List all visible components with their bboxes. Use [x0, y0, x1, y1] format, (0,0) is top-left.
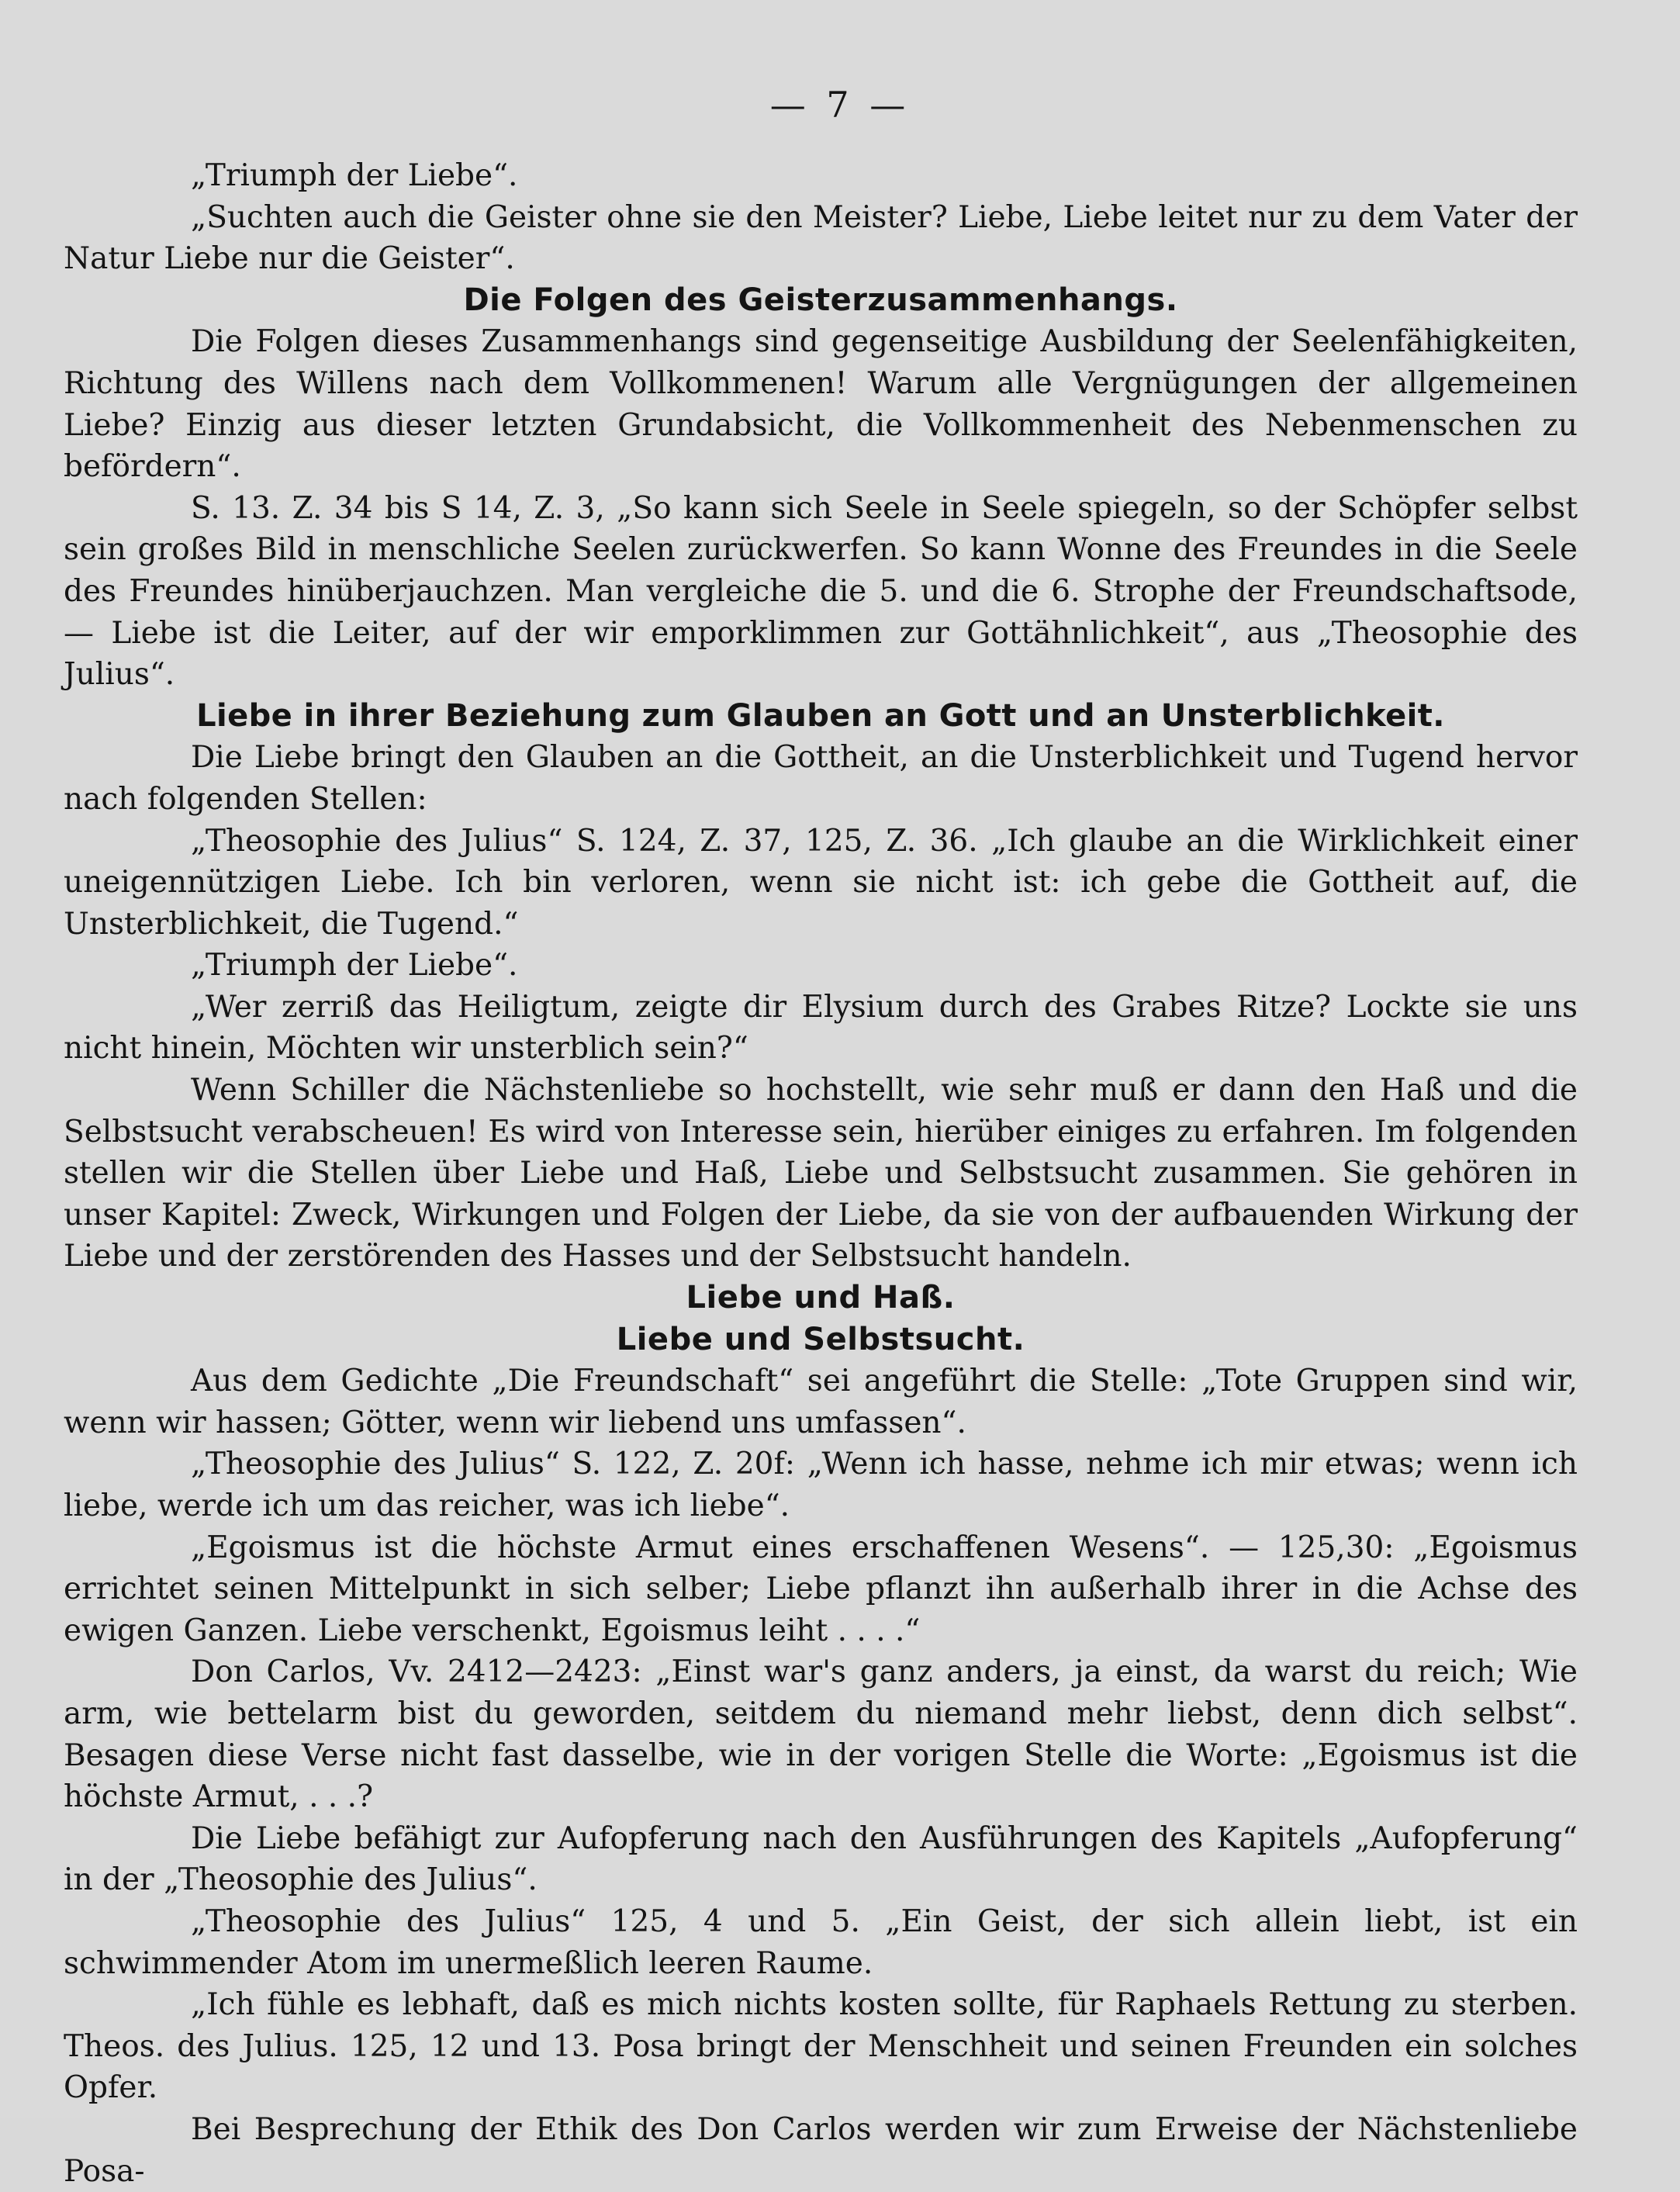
paragraph-16: „Ich fühle es lebhaft, daß es mich nichts kosten sollte, für Raphaels Rettung zu sterben. Theos. des Julius. 125, 12 und 13. Posa bringt der Menschheit und seinen Freunden ein solches Opfer.: [64, 1987, 1578, 2106]
page-number: — 7 —: [769, 84, 911, 126]
section-heading-3: Liebe und Haß.: [686, 1280, 956, 1316]
paragraph-10: Aus dem Gedichte „Die Freundschaft“ sei angeführt die Stelle: „Tote Gruppen sind wir, wenn wir hassen; Götter, wenn wir liebend uns umfassen“.: [64, 1364, 1578, 1440]
paragraph-1: „Triumph der Liebe“.: [191, 158, 518, 193]
paragraph-15: „Theosophie des Julius“ 125, 4 und 5. „Ein Geist, der sich allein liebt, ist ein schwimmender Atom im unermeßlich leeren Raume.: [64, 1903, 1578, 1981]
section-heading-1: Die Folgen des Geisterzusammenhangs.: [463, 282, 1178, 318]
paragraph-8: „Wer zerriß das Heiligtum, zeigte dir Elysium durch des Grabes Ritze? Lockte sie uns nicht hinein, Möchten wir unsterblich sein?“: [64, 989, 1578, 1067]
paragraph-4: S. 13. Z. 34 bis S 14, Z. 3, „So kann sich Seele in Seele spiegeln, so der Schöpfer selbst sein großes Bild in menschliche Seelen zurückwerfen. So kann Wonne des Freundes in die Seele des Freundes hinüberjauchzen. Man vergleiche die 5. und die 6. Strophe der Freundschaftsode, — Liebe ist die Leiter, auf der wir emporklimmen zur Gottähnlichkeit“, aus „Theosophie des Julius“.: [64, 490, 1578, 693]
paragraph-5: Die Liebe bringt den Glauben an die Gottheit, an die Unsterblichkeit und Tugend hervor nach folgenden Stellen:: [64, 740, 1578, 817]
paragraph-11: „Theosophie des Julius“ S. 122, Z. 20f: „Wenn ich hasse, nehme ich mir etwas; wenn ich liebe, werde ich um das reicher, was ich liebe“.: [64, 1447, 1578, 1523]
paragraph-3: Die Folgen dieses Zusammenhangs sind gegenseitige Ausbildung der Seelenfähigkeiten, Richtung des Willens nach dem Vollkommenen! Warum alle Vergnügungen der allgemeinen Liebe? Einzig aus dieser letzten Grundabsicht, die Vollkommenheit des Nebenmenschen zu befördern“.: [64, 324, 1578, 485]
paragraph-12: „Egoismus ist die höchste Armut eines erschaffenen Wesens“. — 125,30: „Egoismus errichtet seinen Mittelpunkt in sich selber; Liebe pflanzt ihn außerhalb ihrer in die Achse des ewigen Ganzen. Liebe verschenkt, Egoismus leiht . . . .“: [64, 1530, 1578, 1648]
page-body: [64, 155, 1578, 2192]
paragraph-7: „Triumph der Liebe“.: [191, 948, 518, 984]
paragraph-13: Don Carlos, Vv. 2412—2423: „Einst war's ganz anders, ja einst, da warst du reich; Wie arm, wie bettelarm bist du geworden, seitdem du niemand mehr liebst, denn dich selbst“. Besagen diese Verse nicht fast dasselbe, wie in der vorigen Stelle die Worte: „Egoismus ist die höchste Armut, . . .?: [64, 1654, 1578, 1815]
section-heading-4: Liebe und Selbstsucht.: [616, 1321, 1025, 1357]
paragraph-14: Die Liebe befähigt zur Aufopferung nach den Ausführungen des Kapitels „Aufopferung“ in der „Theosophie des Julius“.: [64, 1820, 1578, 1898]
section-heading-2: Liebe in ihrer Beziehung zum Glauben an Gott und an Unsterblichkeit.: [196, 697, 1445, 734]
paragraph-2: „Suchten auch die Geister ohne sie den Meister? Liebe, Liebe leitet nur zu dem Vater der Natur Liebe nur die Geister“.: [64, 199, 1578, 277]
paragraph-6: „Theosophie des Julius“ S. 124, Z. 37, 125, Z. 36. „Ich glaube an die Wirklichkeit einer uneigennützigen Liebe. Ich bin verloren, wenn sie nicht ist: ich gebe die Gottheit auf, die Unsterblichkeit, die Tugend.“: [64, 823, 1578, 942]
paragraph-9: Wenn Schiller die Nächstenliebe so hochstellt, wie sehr muß er dann den Haß und die Selbstsucht verabscheuen! Es wird von Interesse sein, hierüber einiges zu erfahren. Im folgenden stellen wir die Stellen über Liebe und Haß, Liebe und Selbstsucht zusammen. Sie gehören in unser Kapitel: Zweck, Wirkungen und Folgen der Liebe, da sie von der aufbauenden Wirkung der Liebe und der zerstörenden des Hasses und der Selbstsucht handeln.: [64, 1073, 1578, 1274]
paragraph-17: Bei Besprechung der Ethik des Don Carlos werden wir zum Erweise der Nächstenliebe Posa-: [64, 2111, 1578, 2189]
